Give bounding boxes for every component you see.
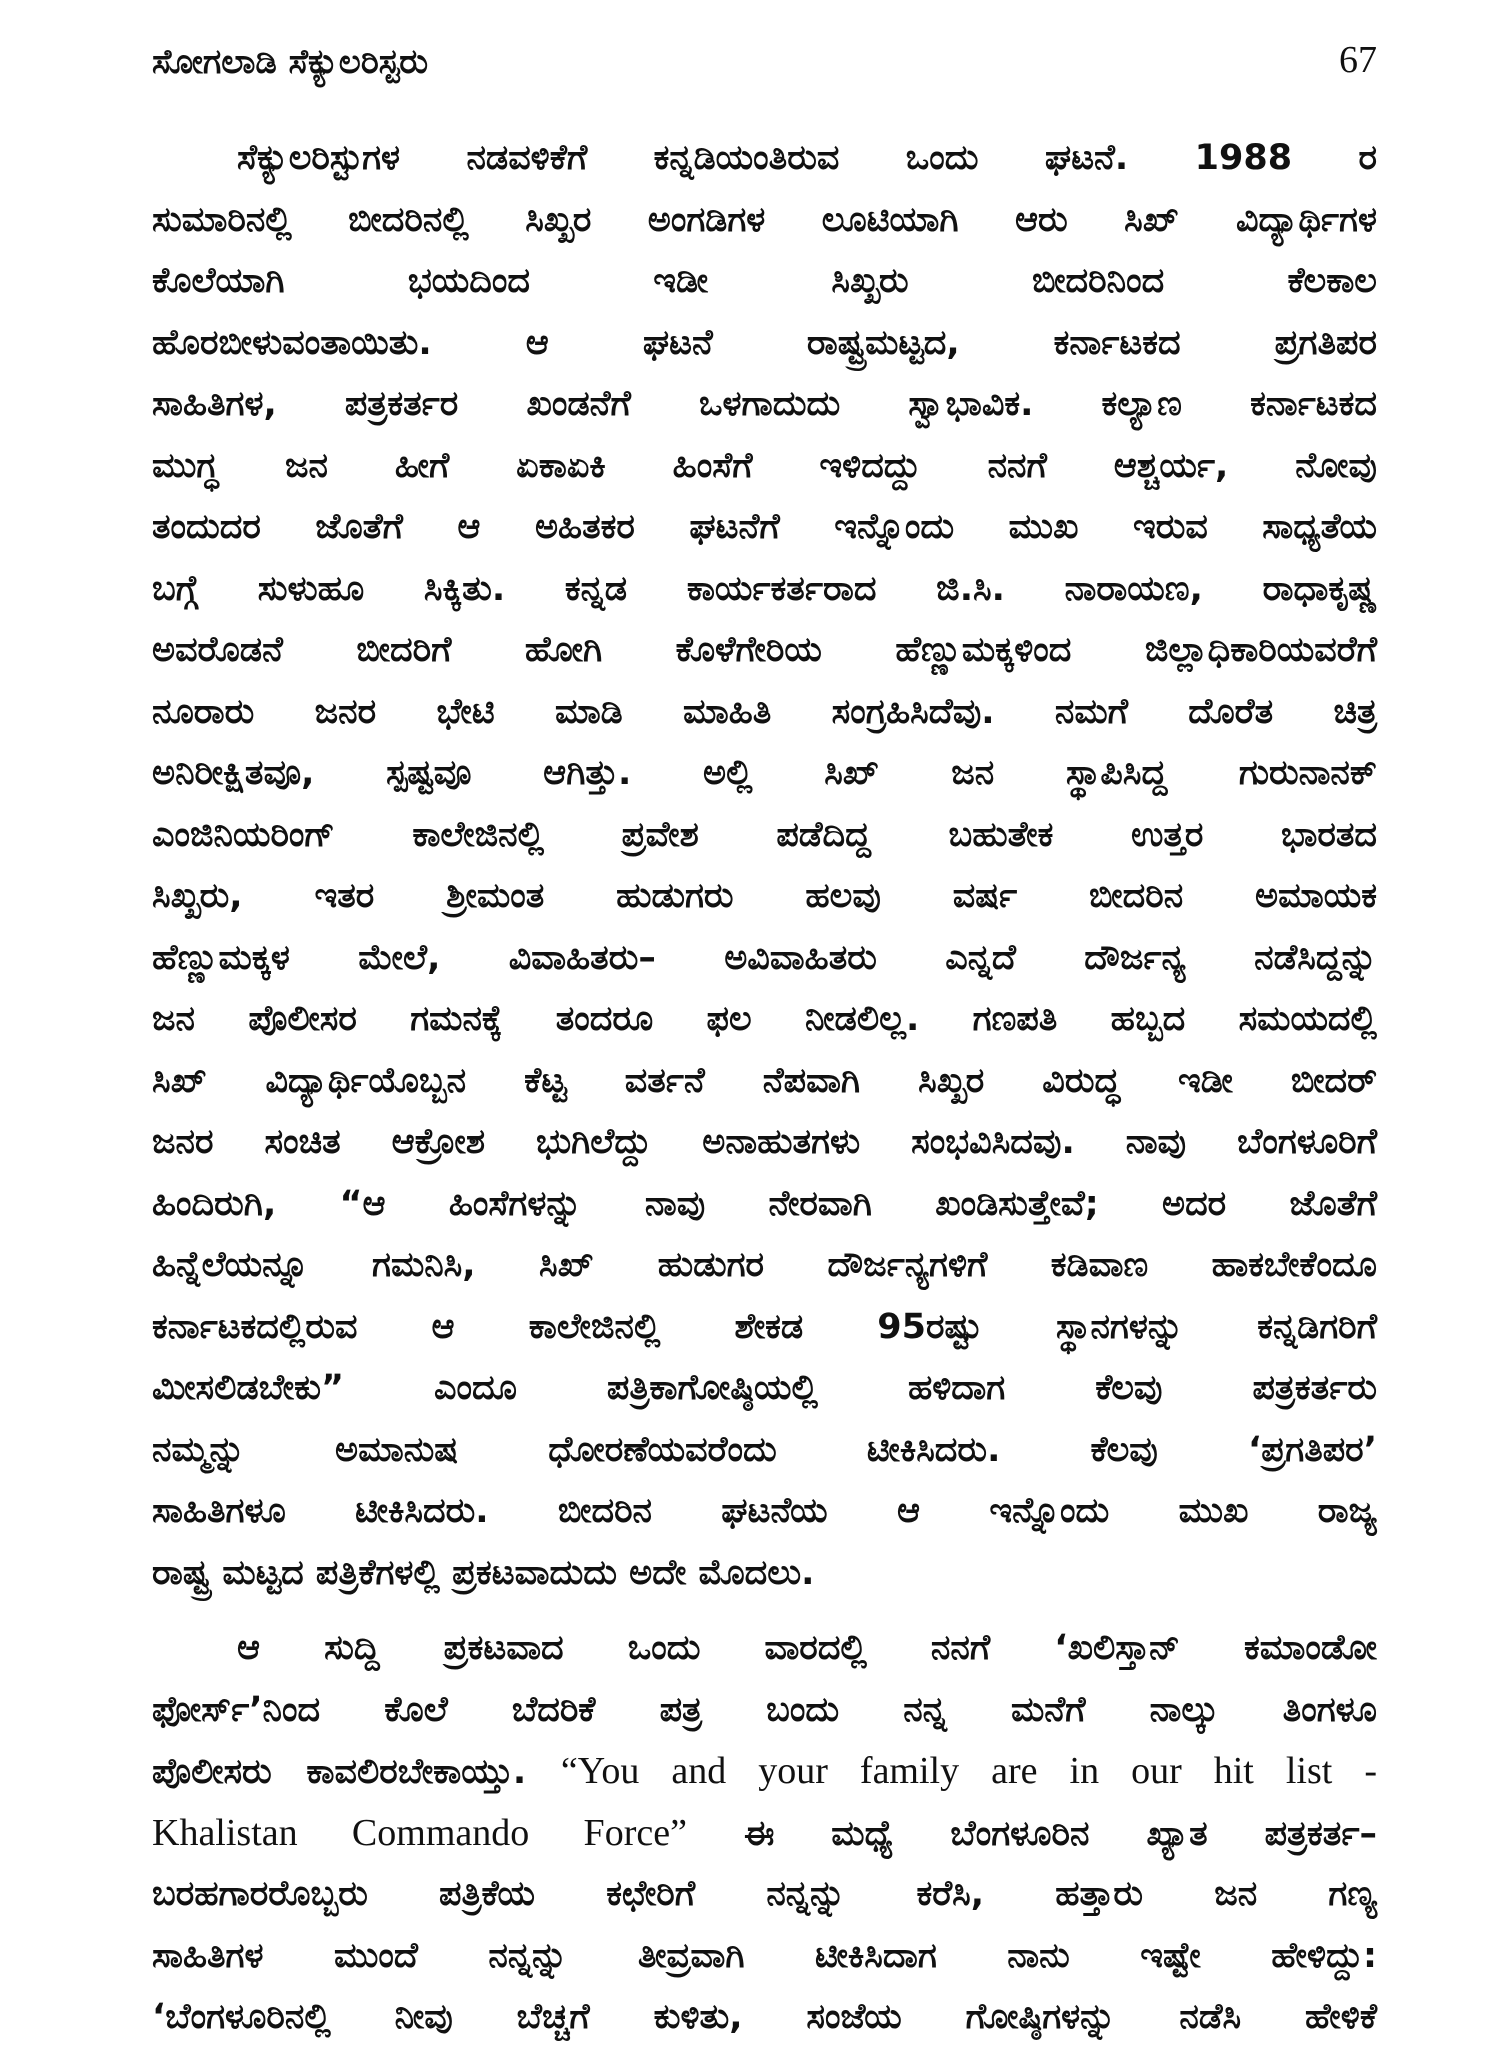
text-line: ಹೆಣ್ಣುಮಕ್ಕಳ ಮೇಲೆ, ವಿವಾಹಿತರು– ಅವಿವಾಹಿತರು ಎನ್ನದೆ ದೌರ್ಜನ್ಯ ನಡೆಸಿದ್ದನ್ನು	[152, 937, 1377, 978]
text-line: ಹಿಂದಿರುಗಿ, “ಆ ಹಿಂಸೆಗಳನ್ನು ನಾವು ನೇರವಾಗಿ ಖಂಡಿಸುತ್ತೇವೆ; ಅದರ ಜೊತೆಗೆ	[152, 1183, 1377, 1224]
body-text	[152, 128, 1377, 2049]
text-line: ಸುಮಾರಿನಲ್ಲಿ ಬೀದರಿನಲ್ಲಿ ಸಿಖ್ಖರ ಅಂಗಡಿಗಳ ಲೂಟಿಯಾಗಿ ಆರು ಸಿಖ್ ವಿದ್ಯಾರ್ಥಿಗಳ	[152, 199, 1377, 240]
text-line: ಹೊರಬೀಳುವಂತಾಯಿತು. ಆ ಘಟನೆ ರಾಷ್ಟ್ರಮಟ್ಟದ, ಕರ್ನಾಟಕದ ಪ್ರಗತಿಪರ	[152, 322, 1377, 363]
text-line: ಜನ ಪೊಲೀಸರ ಗಮನಕ್ಕೆ ತಂದರೂ ಫಲ ನೀಡಲಿಲ್ಲ. ಗಣಪತಿ ಹಬ್ಬದ ಸಮಯದಲ್ಲಿ	[152, 999, 1377, 1039]
text-line: ಸಾಹಿತಿಗಳೂ ಟೀಕಿಸಿದರು. ಬೀದರಿನ ಘಟನೆಯ ಆ ಇನ್ನೊಂದು ಮುಖ ರಾಜ್ಯ	[152, 1491, 1377, 1531]
text-line: ಫೋರ್ಸ್’ನಿಂದ ಕೊಲೆ ಬೆದರಿಕೆ ಪತ್ರ ಬಂದು ನನ್ನ ಮನೆಗೆ ನಾಲ್ಕು ತಿಂಗಳೂ	[152, 1689, 1377, 1730]
running-header	[152, 28, 1377, 88]
text-line-mixed	[152, 1803, 1377, 1865]
text-line: ಅವರೊಡನೆ ಬೀದರಿಗೆ ಹೋಗಿ ಕೊಳೆಗೇರಿಯ ಹೆಣ್ಣುಮಕ್ಕಳಿಂದ ಜಿಲ್ಲಾಧಿಕಾರಿಯವರೆಗೆ	[152, 630, 1377, 670]
text-line: ಎಂಜಿನಿಯರಿಂಗ್ ಕಾಲೇಜಿನಲ್ಲಿ ಪ್ರವೇಶ ಪಡೆದಿದ್ದ ಬಹುತೇಕ ಉತ್ತರ ಭಾರತದ	[152, 814, 1377, 855]
text-line: ಹಿನ್ನೆಲೆಯನ್ನೂ ಗಮನಿಸಿ, ಸಿಖ್ ಹುಡುಗರ ದೌರ್ಜನ್ಯಗಳಿಗೆ ಕಡಿವಾಣ ಹಾಕಬೇಕೆಂದೂ	[152, 1245, 1377, 1285]
text-line: ಆ ಸುದ್ದಿ ಪ್ರಕಟವಾದ ಒಂದು ವಾರದಲ್ಲಿ ನನಗೆ ‘ಖಲಿಸ್ತಾನ್ ಕಮಾಂಡೋ	[237, 1628, 1377, 1668]
paragraph-1	[152, 128, 1377, 1604]
text-line: ಸಾಹಿತಿಗಳ, ಪತ್ರಕರ್ತರ ಖಂಡನೆಗೆ ಒಳಗಾದುದು ಸ್ವಾಭಾವಿಕ. ಕಲ್ಯಾಣ ಕರ್ನಾಟಕದ	[152, 384, 1377, 424]
running-title: ಸೋಗಲಾಡಿ ಸೆಕ್ಯುಲರಿಸ್ಟರು	[152, 42, 429, 82]
english-quote-segment: “You and your family are in our hit list -	[560, 1750, 1377, 1792]
text-line: ಮುಗ್ಧ ಜನ ಹೀಗೆ ಏಕಾಏಕಿ ಹಿಂಸೆಗೆ ಇಳಿದದ್ದು ನನಗೆ ಆಶ್ಚರ್ಯ, ನೋವು	[152, 445, 1377, 486]
kannada-segment: ಈ ಮಧ್ಯೆ ಬೆಂಗಳೂರಿನ ಖ್ಯಾತ ಪತ್ರಕರ್ತ–	[743, 1813, 1377, 1854]
paragraph-2	[152, 1618, 1377, 2049]
text-line: ಸಿಖ್ಖರು, ಇತರ ಶ್ರೀಮಂತ ಹುಡುಗರು ಹಲವು ವರ್ಷ ಬೀದರಿನ ಅಮಾಯಕ	[152, 876, 1377, 916]
text-line: ಸಾಹಿತಿಗಳ ಮುಂದೆ ನನ್ನನ್ನು ತೀವ್ರವಾಗಿ ಟೀಕಿಸಿದಾಗ ನಾನು ಇಷ್ಟೇ ಹೇಳಿದ್ದು:	[152, 1935, 1377, 1976]
text-line: ಬಗ್ಗೆ ಸುಳುಹೂ ಸಿಕ್ಕಿತು. ಕನ್ನಡ ಕಾರ್ಯಕರ್ತರಾದ ಜಿ.ಸಿ. ನಾರಾಯಣ, ರಾಧಾಕೃಷ್ಣ	[152, 568, 1377, 609]
english-quote-segment: Khalistan Commando Force”	[152, 1811, 687, 1854]
text-line: ತಂದುದರ ಜೊತೆಗೆ ಆ ಅಹಿತಕರ ಘಟನೆಗೆ ಇನ್ನೊಂದು ಮುಖ ಇರುವ ಸಾಧ್ಯತೆಯ	[152, 507, 1377, 547]
page-number: 67	[1339, 39, 1377, 81]
text-line: ಅನಿರೀಕ್ಷಿತವೂ, ಸ್ಪಷ್ಟವೂ ಆಗಿತ್ತು. ಅಲ್ಲಿ ಸಿಖ್ ಜನ ಸ್ಥಾಪಿಸಿದ್ದ ಗುರುನಾನಕ್	[152, 753, 1377, 793]
text-line: ‘ಬೆಂಗಳೂರಿನಲ್ಲಿ ನೀವು ಬೆಚ್ಚಗೆ ಕುಳಿತು, ಸಂಜೆಯ ಗೋಷ್ಠಿಗಳನ್ನು ನಡೆಸಿ ಹೇಳಿಕೆ	[152, 1997, 1377, 2037]
kannada-segment: ಪೊಲೀಸರು ಕಾವಲಿರಬೇಕಾಯ್ತು.	[152, 1752, 527, 1792]
text-line: ಕರ್ನಾಟಕದಲ್ಲಿರುವ ಆ ಕಾಲೇಜಿನಲ್ಲಿ ಶೇಕಡ 95ರಷ್ಟು ಸ್ಥಾನಗಳನ್ನು ಕನ್ನಡಿಗರಿಗೆ	[152, 1306, 1377, 1347]
text-line-mixed	[152, 1741, 1377, 1803]
text-line: ಮೀಸಲಿಡಬೇಕು” ಎಂದೂ ಪತ್ರಿಕಾಗೋಷ್ಠಿಯಲ್ಲಿ ಹಳಿದಾಗ ಕೆಲವು ಪತ್ರಕರ್ತರು	[152, 1368, 1377, 1408]
text-line: ರಾಷ್ಟ್ರ ಮಟ್ಟದ ಪತ್ರಿಕೆಗಳಲ್ಲಿ ಪ್ರಕಟವಾದುದು ಅದೇ ಮೊದಲು.	[152, 1552, 815, 1593]
text-line: ಬರಹಗಾರರೊಬ್ಬರು ಪತ್ರಿಕೆಯ ಕಛೇರಿಗೆ ನನ್ನನ್ನು ಕರೆಸಿ, ಹತ್ತಾರು ಜನ ಗಣ್ಯ	[152, 1874, 1377, 1914]
text-line: ಜನರ ಸಂಚಿತ ಆಕ್ರೋಶ ಭುಗಿಲೆದ್ದು ಅನಾಹುತಗಳು ಸಂಭವಿಸಿದವು. ನಾವು ಬೆಂಗಳೂರಿಗೆ	[152, 1122, 1377, 1162]
text-line: ಸಿಖ್ ವಿದ್ಯಾರ್ಥಿಯೊಬ್ಬನ ಕೆಟ್ಟ ವರ್ತನೆ ನೆಪವಾಗಿ ಸಿಖ್ಖರ ವಿರುದ್ಧ ಇಡೀ ಬೀದರ್	[152, 1060, 1377, 1101]
text-line: ನೂರಾರು ಜನರ ಭೇಟಿ ಮಾಡಿ ಮಾಹಿತಿ ಸಂಗ್ರಹಿಸಿದೆವು. ನಮಗೆ ದೊರೆತ ಚಿತ್ರ	[152, 691, 1377, 732]
text-line: ನಮ್ಮನ್ನು ಅಮಾನುಷ ಧೋರಣೆಯವರೆಂದು ಟೀಕಿಸಿದರು. ಕೆಲವು ‘ಪ್ರಗತಿಪರ’	[152, 1429, 1377, 1470]
text-line: ಕೊಲೆಯಾಗಿ ಭಯದಿಂದ ಇಡೀ ಸಿಖ್ಖರು ಬೀದರಿನಿಂದ ಕೆಲಕಾಲ	[152, 261, 1377, 301]
text-line: ಸೆಕ್ಯುಲರಿಸ್ಟುಗಳ ನಡವಳಿಕೆಗೆ ಕನ್ನಡಿಯಂತಿರುವ ಒಂದು ಘಟನೆ. 1988 ರ	[237, 138, 1377, 178]
